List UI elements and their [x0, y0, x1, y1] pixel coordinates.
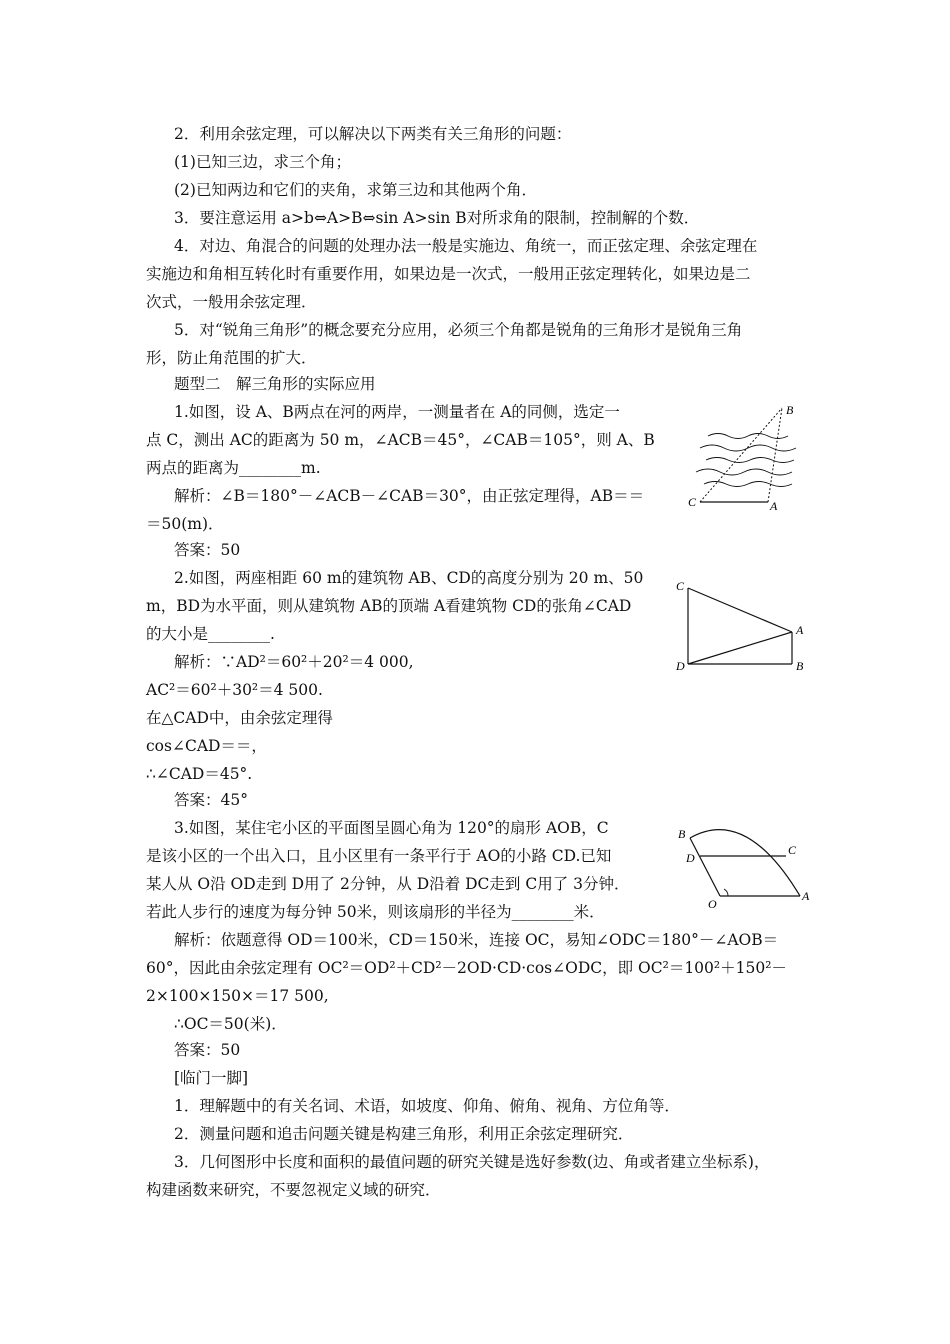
answer-line: 答案：50 [174, 541, 241, 559]
point-label: B [796, 659, 804, 673]
text-line: 4．对边、角混合的问题的处理办法一般是实施边、角统一，而正弦定理、余弦定理在 [174, 237, 758, 255]
sector-figure [676, 814, 814, 910]
text-line: 的大小是________. [146, 625, 275, 643]
text-line: 解析：依题意得 OD＝100米，CD＝150米，连接 OC，易知∠ODC＝180°－∠AOB＝ [174, 931, 779, 949]
section-heading: 题型二 解三角形的实际应用 [174, 375, 376, 393]
text-line: 3．几何图形中长度和面积的最值问题的研究关键是选好参数(边、角或者建立坐标系)， [174, 1153, 770, 1171]
point-label: A [796, 623, 804, 637]
text-line: 若此人步行的速度为每分钟 50米，则该扇形的半径为________米． [146, 903, 605, 921]
text-line: 1.如图，设 A、B两点在河的两岸，一测量者在 A的同侧，选定一 [174, 403, 620, 421]
text-line: 2．测量问题和追击问题关键是构建三角形，利用正余弦定理研究． [174, 1125, 634, 1143]
text-line: cos∠CAD＝＝， [146, 737, 267, 755]
river-figure [686, 400, 816, 516]
text-line: (2)已知两边和它们的夹角，求第三边和其他两个角． [174, 181, 537, 199]
text-line: 实施边和角相互转化时有重要作用，如果边是一次式，一般用正弦定理转化，如果边是二 [146, 265, 751, 283]
text-line: 次式，一般用余弦定理． [146, 293, 317, 311]
text-line: (1)已知三边，求三个角； [174, 153, 351, 171]
text-line: 2．利用余弦定理，可以解决以下两类有关三角形的问题： [174, 125, 572, 143]
point-label: D [676, 659, 685, 673]
text-line: 2×100×150×＝17 500, [146, 987, 329, 1005]
text-line: ∴OC＝50(米)． [174, 1015, 287, 1033]
point-label: C [676, 579, 685, 593]
text-line: 解析：∠B＝180°－∠ACB－∠CAB＝30°，由正弦定理得，AB＝＝ [174, 487, 645, 505]
text-line: 形，防止角范围的扩大． [146, 349, 317, 367]
buildings-figure [674, 578, 814, 678]
point-label: O [708, 897, 717, 910]
section-heading: [临门一脚] [174, 1069, 249, 1087]
text-line: 2.如图，两座相距 60 m的建筑物 AB、CD的高度分别为 20 m、50 [174, 569, 644, 587]
text-line: 某人从 O沿 OD走到 D用了 2分钟，从 D沿着 DC走到 C用了 3分钟． [146, 875, 630, 893]
point-label: C [788, 843, 797, 857]
answer-line: 答案：50 [174, 1041, 241, 1059]
text-line: 在△CAD中，由余弦定理得 [146, 709, 333, 727]
text-line: 5．对“锐角三角形”的概念要充分应用，必须三个角都是锐角的三角形才是锐角三角 [174, 321, 743, 339]
point-label: D [686, 851, 695, 865]
text-line: 构建函数来研究，不要忽视定义域的研究． [146, 1181, 441, 1199]
text-line: 1．理解题中的有关名词、术语，如坡度、仰角、俯角、视角、方位角等． [174, 1097, 680, 1115]
point-label: C [688, 495, 697, 509]
text-line: ＝50(m)． [146, 515, 224, 533]
text-line: m，BD为水平面，则从建筑物 AB的顶端 A看建筑物 CD的张角∠CAD [146, 597, 632, 615]
point-label: B [786, 403, 794, 417]
text-line: 是该小区的一个出入口，且小区里有一条平行于 AO的小路 CD.已知 [146, 847, 612, 865]
point-label: A [770, 499, 778, 513]
text-line: 两点的距离为________m. [146, 459, 321, 477]
point-label: A [802, 889, 810, 903]
text-line: 点 C，测出 AC的距离为 50 m，∠ACB＝45°，∠CAB＝105°，则 A、B [146, 431, 655, 449]
text-line: 3.如图，某住宅小区的平面图呈圆心角为 120°的扇形 AOB，C [174, 819, 609, 837]
text-line: ∴∠CAD＝45°. [146, 765, 253, 783]
point-label: B [678, 827, 686, 841]
text-line: 解析：∵AD²＝60²＋20²＝4 000, [174, 653, 414, 671]
text-line: 60°，因此由余弦定理有 OC²＝OD²＋CD²－2OD·CD·cos∠ODC，即 OC²＝100²＋150²－ [146, 959, 787, 977]
answer-line: 答案：45° [174, 791, 248, 809]
text-line: 3．要注意运用 a>b⇔A>B⇔sin A>sin B对所求角的限制，控制解的个数． [174, 209, 700, 227]
text-line: AC²＝60²＋30²＝4 500. [146, 681, 323, 699]
